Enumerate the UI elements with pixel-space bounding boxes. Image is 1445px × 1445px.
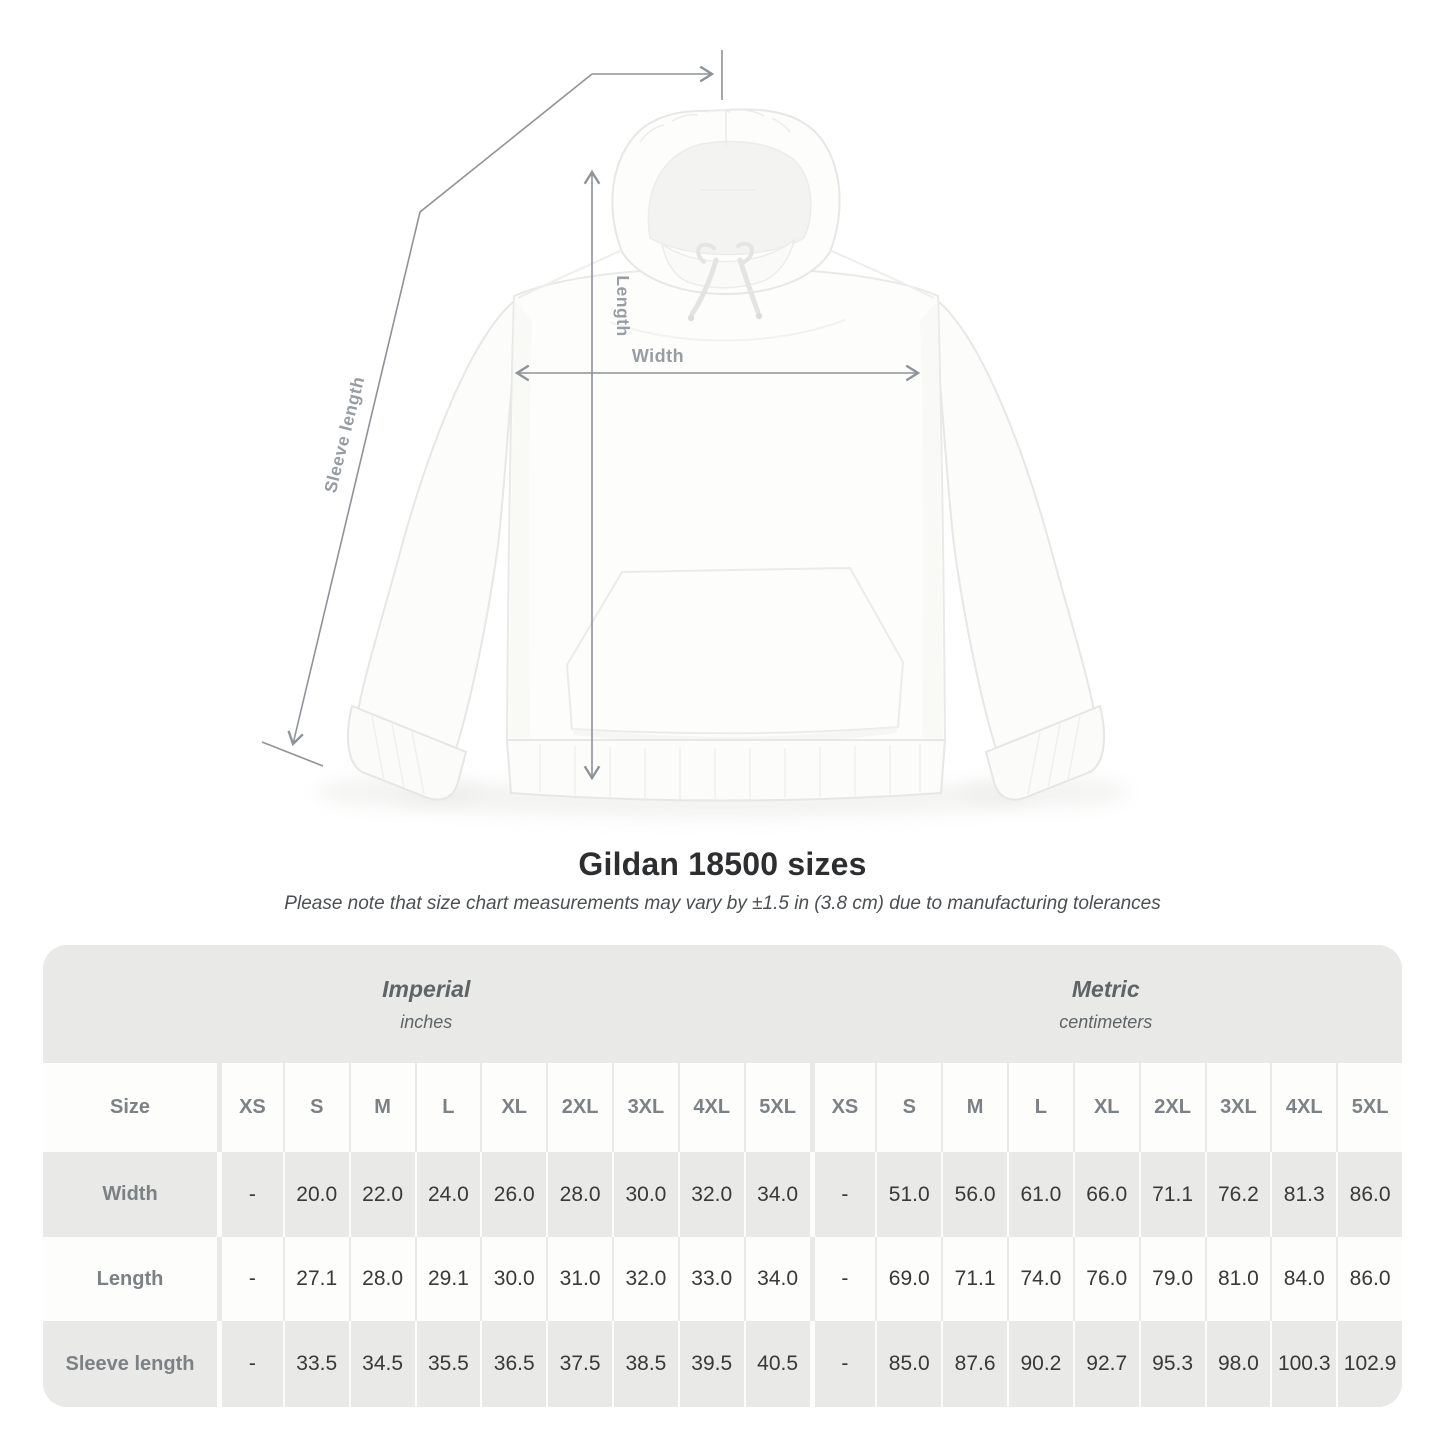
- cell-length-metric-l: 74.0: [1007, 1237, 1073, 1321]
- row-label-sleeve-length: Sleeve length: [43, 1321, 217, 1407]
- size-col-imperial-2xl: 2XL: [546, 1063, 612, 1152]
- size-col-imperial-5xl: 5XL: [744, 1063, 810, 1152]
- cell-length-imperial-xs: -: [217, 1237, 283, 1321]
- cell-sleeve-length-metric-xl: 92.7: [1073, 1321, 1139, 1407]
- metric-section-unit: centimeters: [1059, 1011, 1153, 1032]
- cell-width-imperial-s: 20.0: [283, 1152, 349, 1237]
- cell-length-metric-s: 69.0: [875, 1237, 941, 1321]
- cell-sleeve-length-metric-3xl: 98.0: [1205, 1321, 1271, 1407]
- sleeve-end-tick: [262, 742, 323, 766]
- size-col-imperial-xl: XL: [480, 1063, 546, 1152]
- hoodie-illustration: [315, 109, 1130, 818]
- cell-length-metric-m: 71.1: [941, 1237, 1007, 1321]
- cell-length-imperial-5xl: 34.0: [744, 1237, 810, 1321]
- cell-length-imperial-xl: 30.0: [480, 1237, 546, 1321]
- size-col-metric-xl: XL: [1073, 1063, 1139, 1152]
- cell-sleeve-length-imperial-2xl: 37.5: [546, 1321, 612, 1407]
- metric-section-title: Metric: [1071, 975, 1140, 1002]
- cell-sleeve-length-metric-l: 90.2: [1007, 1321, 1073, 1407]
- cell-sleeve-length-imperial-5xl: 40.5: [744, 1321, 810, 1407]
- cell-length-metric-2xl: 79.0: [1139, 1237, 1205, 1321]
- size-col-metric-3xl: 3XL: [1205, 1063, 1271, 1152]
- tolerance-note: Please note that size chart measurements may vary by ±1.5 in (3.8 cm) due to manufacturing tolerances: [284, 893, 1161, 914]
- cell-width-metric-xs: -: [810, 1152, 876, 1237]
- size-col-imperial-m: M: [349, 1063, 415, 1152]
- hood-opening: [648, 141, 810, 254]
- metric-section-header: [810, 945, 1403, 1063]
- cell-sleeve-length-imperial-xs: -: [217, 1321, 283, 1407]
- cell-width-metric-xl: 66.0: [1073, 1152, 1139, 1237]
- cell-length-imperial-4xl: 33.0: [678, 1237, 744, 1321]
- cell-width-imperial-xs: -: [217, 1152, 283, 1237]
- cell-width-imperial-2xl: 28.0: [546, 1152, 612, 1237]
- size-col-metric-5xl: 5XL: [1336, 1063, 1402, 1152]
- imperial-section-header: [43, 945, 810, 1063]
- cell-width-imperial-4xl: 32.0: [678, 1152, 744, 1237]
- cell-length-metric-3xl: 81.0: [1205, 1237, 1271, 1321]
- size-col-imperial-l: L: [415, 1063, 481, 1152]
- cell-sleeve-length-imperial-4xl: 39.5: [678, 1321, 744, 1407]
- cell-width-imperial-m: 22.0: [349, 1152, 415, 1237]
- cell-sleeve-length-metric-m: 87.6: [941, 1321, 1007, 1407]
- cell-width-metric-l: 61.0: [1007, 1152, 1073, 1237]
- size-col-imperial-4xl: 4XL: [678, 1063, 744, 1152]
- cell-width-imperial-5xl: 34.0: [744, 1152, 810, 1237]
- size-col-imperial-s: S: [283, 1063, 349, 1152]
- cell-length-metric-xl: 76.0: [1073, 1237, 1139, 1321]
- size-col-imperial-3xl: 3XL: [612, 1063, 678, 1152]
- size-col-metric-s: S: [875, 1063, 941, 1152]
- cell-sleeve-length-metric-2xl: 95.3: [1139, 1321, 1205, 1407]
- cell-width-imperial-xl: 26.0: [480, 1152, 546, 1237]
- cell-sleeve-length-imperial-3xl: 38.5: [612, 1321, 678, 1407]
- cell-sleeve-length-metric-s: 85.0: [875, 1321, 941, 1407]
- kangaroo-pocket: [567, 568, 903, 733]
- hem-band: [507, 740, 945, 801]
- imperial-section-unit: inches: [400, 1011, 453, 1032]
- left-sleeve: [358, 298, 518, 752]
- size-col-metric-4xl: 4XL: [1270, 1063, 1336, 1152]
- size-col-metric-xs: XS: [810, 1063, 876, 1152]
- cell-sleeve-length-imperial-m: 34.5: [349, 1321, 415, 1407]
- size-col-metric-m: M: [941, 1063, 1007, 1152]
- cell-length-metric-xs: -: [810, 1237, 876, 1321]
- cell-length-metric-5xl: 86.0: [1336, 1237, 1402, 1321]
- sleeve-length-label: Sleeve length: [320, 374, 369, 495]
- cell-sleeve-length-metric-4xl: 100.3: [1270, 1321, 1336, 1407]
- size-chart-table: [43, 945, 1402, 1407]
- page-title: Gildan 18500 sizes: [578, 846, 867, 882]
- cell-length-imperial-s: 27.1: [283, 1237, 349, 1321]
- cell-length-imperial-3xl: 32.0: [612, 1237, 678, 1321]
- cell-length-imperial-l: 29.1: [415, 1237, 481, 1321]
- imperial-section-title: Imperial: [382, 975, 471, 1002]
- cell-sleeve-length-imperial-l: 35.5: [415, 1321, 481, 1407]
- size-col-metric-l: L: [1007, 1063, 1073, 1152]
- cell-length-metric-4xl: 84.0: [1270, 1237, 1336, 1321]
- cell-width-imperial-3xl: 30.0: [612, 1152, 678, 1237]
- cell-sleeve-length-imperial-s: 33.5: [283, 1321, 349, 1407]
- cell-width-imperial-l: 24.0: [415, 1152, 481, 1237]
- row-label-width: Width: [43, 1152, 217, 1237]
- row-label-length: Length: [43, 1237, 217, 1321]
- width-label: Width: [631, 346, 685, 366]
- cell-length-imperial-m: 28.0: [349, 1237, 415, 1321]
- size-header-cell: Size: [43, 1063, 217, 1152]
- cell-width-metric-5xl: 86.0: [1336, 1152, 1402, 1237]
- cell-sleeve-length-imperial-xl: 36.5: [480, 1321, 546, 1407]
- size-col-imperial-xs: XS: [217, 1063, 283, 1152]
- cell-width-metric-s: 51.0: [875, 1152, 941, 1237]
- cell-width-metric-2xl: 71.1: [1139, 1152, 1205, 1237]
- size-col-metric-2xl: 2XL: [1139, 1063, 1205, 1152]
- right-sleeve: [934, 298, 1094, 752]
- cell-width-metric-4xl: 81.3: [1270, 1152, 1336, 1237]
- cell-width-metric-3xl: 76.2: [1205, 1152, 1271, 1237]
- length-label: Length: [613, 275, 633, 337]
- cell-sleeve-length-metric-5xl: 102.9: [1336, 1321, 1402, 1407]
- cell-length-imperial-2xl: 31.0: [546, 1237, 612, 1321]
- cell-sleeve-length-metric-xs: -: [810, 1321, 876, 1407]
- cell-width-metric-m: 56.0: [941, 1152, 1007, 1237]
